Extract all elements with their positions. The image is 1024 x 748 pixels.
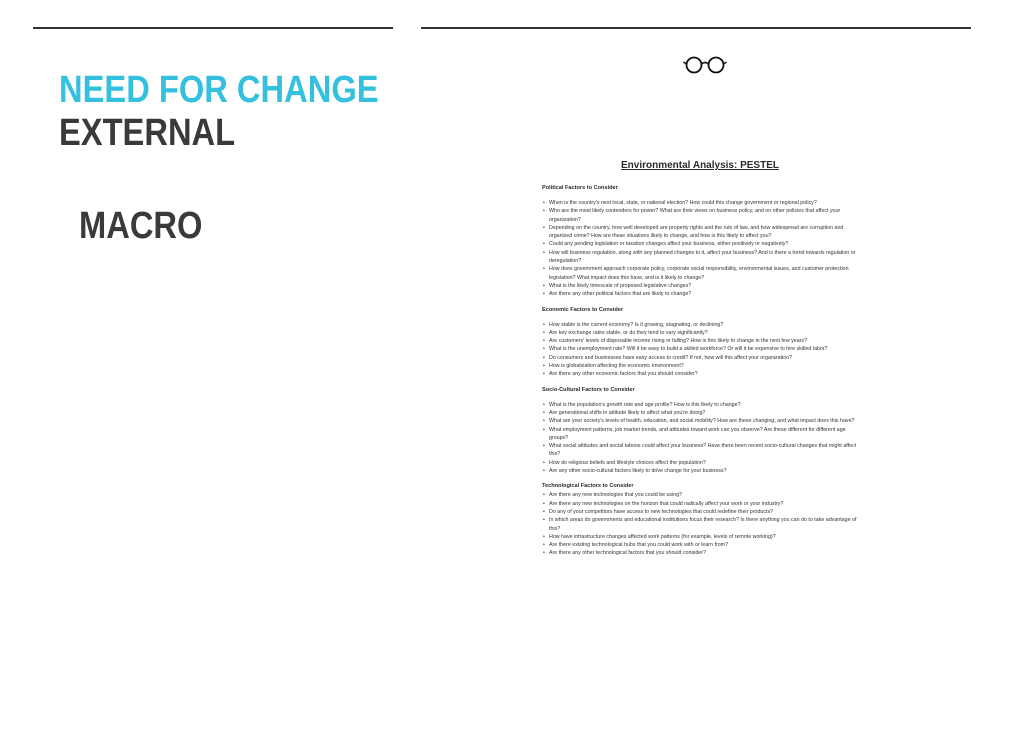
list-item: • What are your society's levels of health, education, and social mobility? How are these changing, and what impact does this have?	[540, 417, 860, 425]
list-item: • How have infrastructure changes affected work patterns (for example, levels of remote working)?	[540, 533, 860, 541]
list-item: • Are there existing technological hubs that you could work with or learn from?	[540, 541, 860, 549]
list-item: • What employment patterns, job market trends, and attitudes toward work can you observe? Are these different for different age groups?	[540, 426, 860, 443]
slide-subtitle: EXTERNAL	[59, 112, 236, 154]
list-item: • What is the likely timescale of proposed legislative changes?	[540, 282, 860, 290]
section-list	[540, 321, 860, 379]
list-item: • Are generational shifts in attitude likely to affect what you're doing?	[540, 409, 860, 417]
list-item: • Do consumers and businesses have easy access to credit? If not, how will this affect your organization?	[540, 354, 860, 362]
macro-label: MACRO	[79, 205, 203, 247]
pestel-document	[540, 160, 860, 558]
list-item: • What is the unemployment rate? Will it be easy to build a skilled workforce? Or will it be expensive to hire skilled labor?	[540, 345, 860, 353]
top-rule-left	[33, 27, 393, 29]
section-title: Political Factors to Consider	[542, 185, 618, 191]
list-item: • How will business regulation, along with any planned changes to it, affect your business? And is there a trend towards regulation or deregulation?	[540, 249, 860, 266]
list-item: • Do any of your competitors have access to new technologies that could redefine their products?	[540, 508, 860, 516]
list-item: • What is the population's growth rate and age profile? How is this likely to change?	[540, 401, 860, 409]
list-item: • Are there any new technologies that you could be using?	[540, 491, 860, 499]
list-item: • Are customers' levels of disposable income rising or falling? How is this likely to change in the next few years?	[540, 337, 860, 345]
list-item: • Depending on the country, how well developed are property rights and the rule of law, and how widespread are corruption and organized crime? How are these situations likely to change, and how is this likely to affect you?	[540, 224, 860, 241]
document-title: Environmental Analysis: PESTEL	[620, 160, 779, 171]
list-item: • How is globalization affecting the economic environment?	[540, 362, 860, 370]
list-item: • In which areas do governments and educational institutions focus their research? Is there anything you can do to take advantage of this?	[540, 516, 860, 533]
section-title: Socio-Cultural Factors to Consider	[542, 386, 635, 393]
list-item: • What social attitudes and social taboos could affect your business? Have there been recent socio-cultural changes that might affect this?	[540, 442, 860, 459]
glasses-icon	[683, 55, 727, 75]
section-list	[540, 401, 860, 476]
list-item: • How does government approach corporate policy, corporate social responsibility, environmental issues, and customer protection legislation? What impact does this have, and is it likely to change?	[540, 265, 860, 282]
list-item: • Who are the most likely contenders for power? What are their views on business policy, and on other policies that affect your organization?	[540, 207, 860, 224]
section-title: Economic Factors to Consider	[542, 306, 624, 313]
section-list	[540, 199, 860, 299]
list-item: • Are there any other economic factors that you should consider?	[540, 370, 860, 378]
section-title: Technological Factors to Consider	[542, 483, 634, 490]
section-list	[540, 491, 860, 557]
list-item: • Are there any other technological factors that you should consider?	[540, 549, 860, 557]
slide-title: NEED FOR CHANGE	[59, 69, 379, 111]
list-item: • When is the country's next local, state, or national election? How could this change government or regional policy?	[540, 199, 860, 207]
list-item: • Could any pending legislation or taxation changes affect your business, either positively or negatively?	[540, 240, 860, 248]
list-item: • Are there any other political factors that are likely to change?	[540, 290, 860, 298]
list-item: • How do religious beliefs and lifestyle choices affect the population?	[540, 459, 860, 467]
list-item: • Are any other socio-cultural factors likely to drive change for your business?	[540, 467, 860, 475]
top-rule-right	[421, 27, 971, 29]
list-item: • Are key exchange rates stable, or do they tend to vary significantly?	[540, 329, 860, 337]
list-item: • Are there any new technologies on the horizon that could radically affect your work or your industry?	[540, 500, 860, 508]
document-sections	[540, 185, 860, 558]
list-item: • How stable is the current economy? Is it growing, stagnating, or declining?	[540, 321, 860, 329]
